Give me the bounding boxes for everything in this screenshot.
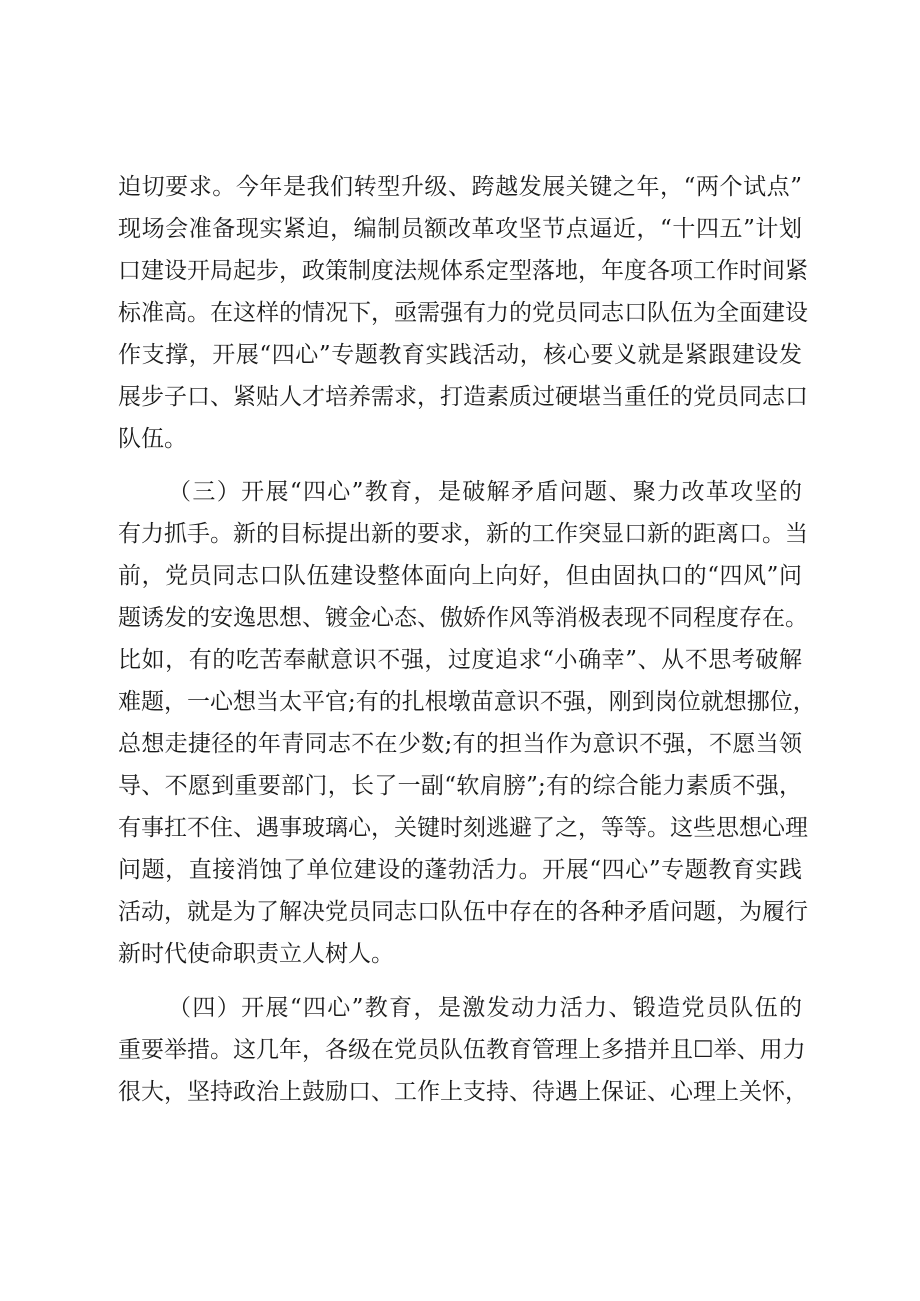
text-line: 难题，一心想当太平官;有的扎根墩苗意识不强，刚到岗位就想挪位，: [118, 689, 816, 715]
text-line: 问题，直接消蚀了单位建设的蓬勃活力。开展“四心”专题教育实践: [118, 857, 802, 883]
text-line: （三）开展“四心”教育，是破解矛盾问题、聚力改革攻坚的: [168, 479, 802, 505]
text-line: 队伍。: [118, 426, 187, 452]
text-line: 前，党员同志口队伍建设整体面向上向好，但由固执口的“四风”问: [118, 563, 802, 589]
text-line: 有事扛不住、遇事玻璃心，关键时刻逃避了之，等等。这些思想心理: [118, 815, 808, 841]
text-line: 有力抓手。新的目标提出新的要求，新的工作突显口新的距离口。当: [118, 521, 808, 547]
text-line: 很大，坚持政治上鼓励口、工作上支持、待遇上保证、心理上关怀，: [118, 1079, 808, 1105]
text-line: 总想走捷径的年青同志不在少数;有的担当作为意识不强，不愿当领: [118, 731, 802, 757]
text-line: 活动，就是为了解决党员同志口队伍中存在的各种矛盾问题，为履行: [118, 899, 808, 925]
text-line: 标准高。在这样的情况下，亟需强有力的党员同志口队伍为全面建设: [118, 300, 808, 326]
text-line: 作支撑，开展“四心”专题教育实践活动，核心要义就是紧跟建设发: [118, 342, 802, 368]
text-line: 展步子口、紧贴人才培养需求，打造素质过硬堪当重任的党员同志口: [118, 384, 808, 410]
text-line: 重要举措。这几年，各级在党员队伍教育管理上多措并且☐举、用力: [118, 1037, 806, 1063]
text-line: 迫切要求。今年是我们转型升级、跨越发展关键之年，“两个试点”: [118, 174, 802, 200]
text-line: 现场会准备现实紧迫，编制员额改革攻坚节点逼近，“十四五”计划: [118, 216, 802, 242]
text-line: 导、不愿到重要部门，长了一副“软肩膀”;有的综合能力素质不强，: [118, 773, 802, 799]
text-line: 比如，有的吃苦奉献意识不强，过度追求“小确幸”、从不思考破解: [118, 647, 802, 673]
text-line: 新时代使命职责立人树人。: [118, 941, 394, 967]
text-line: （四）开展“四心”教育，是激发动力活力、锻造党员队伍的: [168, 995, 802, 1021]
text-line: 题诱发的安逸思想、镀金心态、傲娇作风等消极表现不同程度存在。: [118, 605, 808, 631]
text-line: 口建设开局起步，政策制度法规体系定型落地，年度各项工作时间紧: [118, 258, 808, 284]
